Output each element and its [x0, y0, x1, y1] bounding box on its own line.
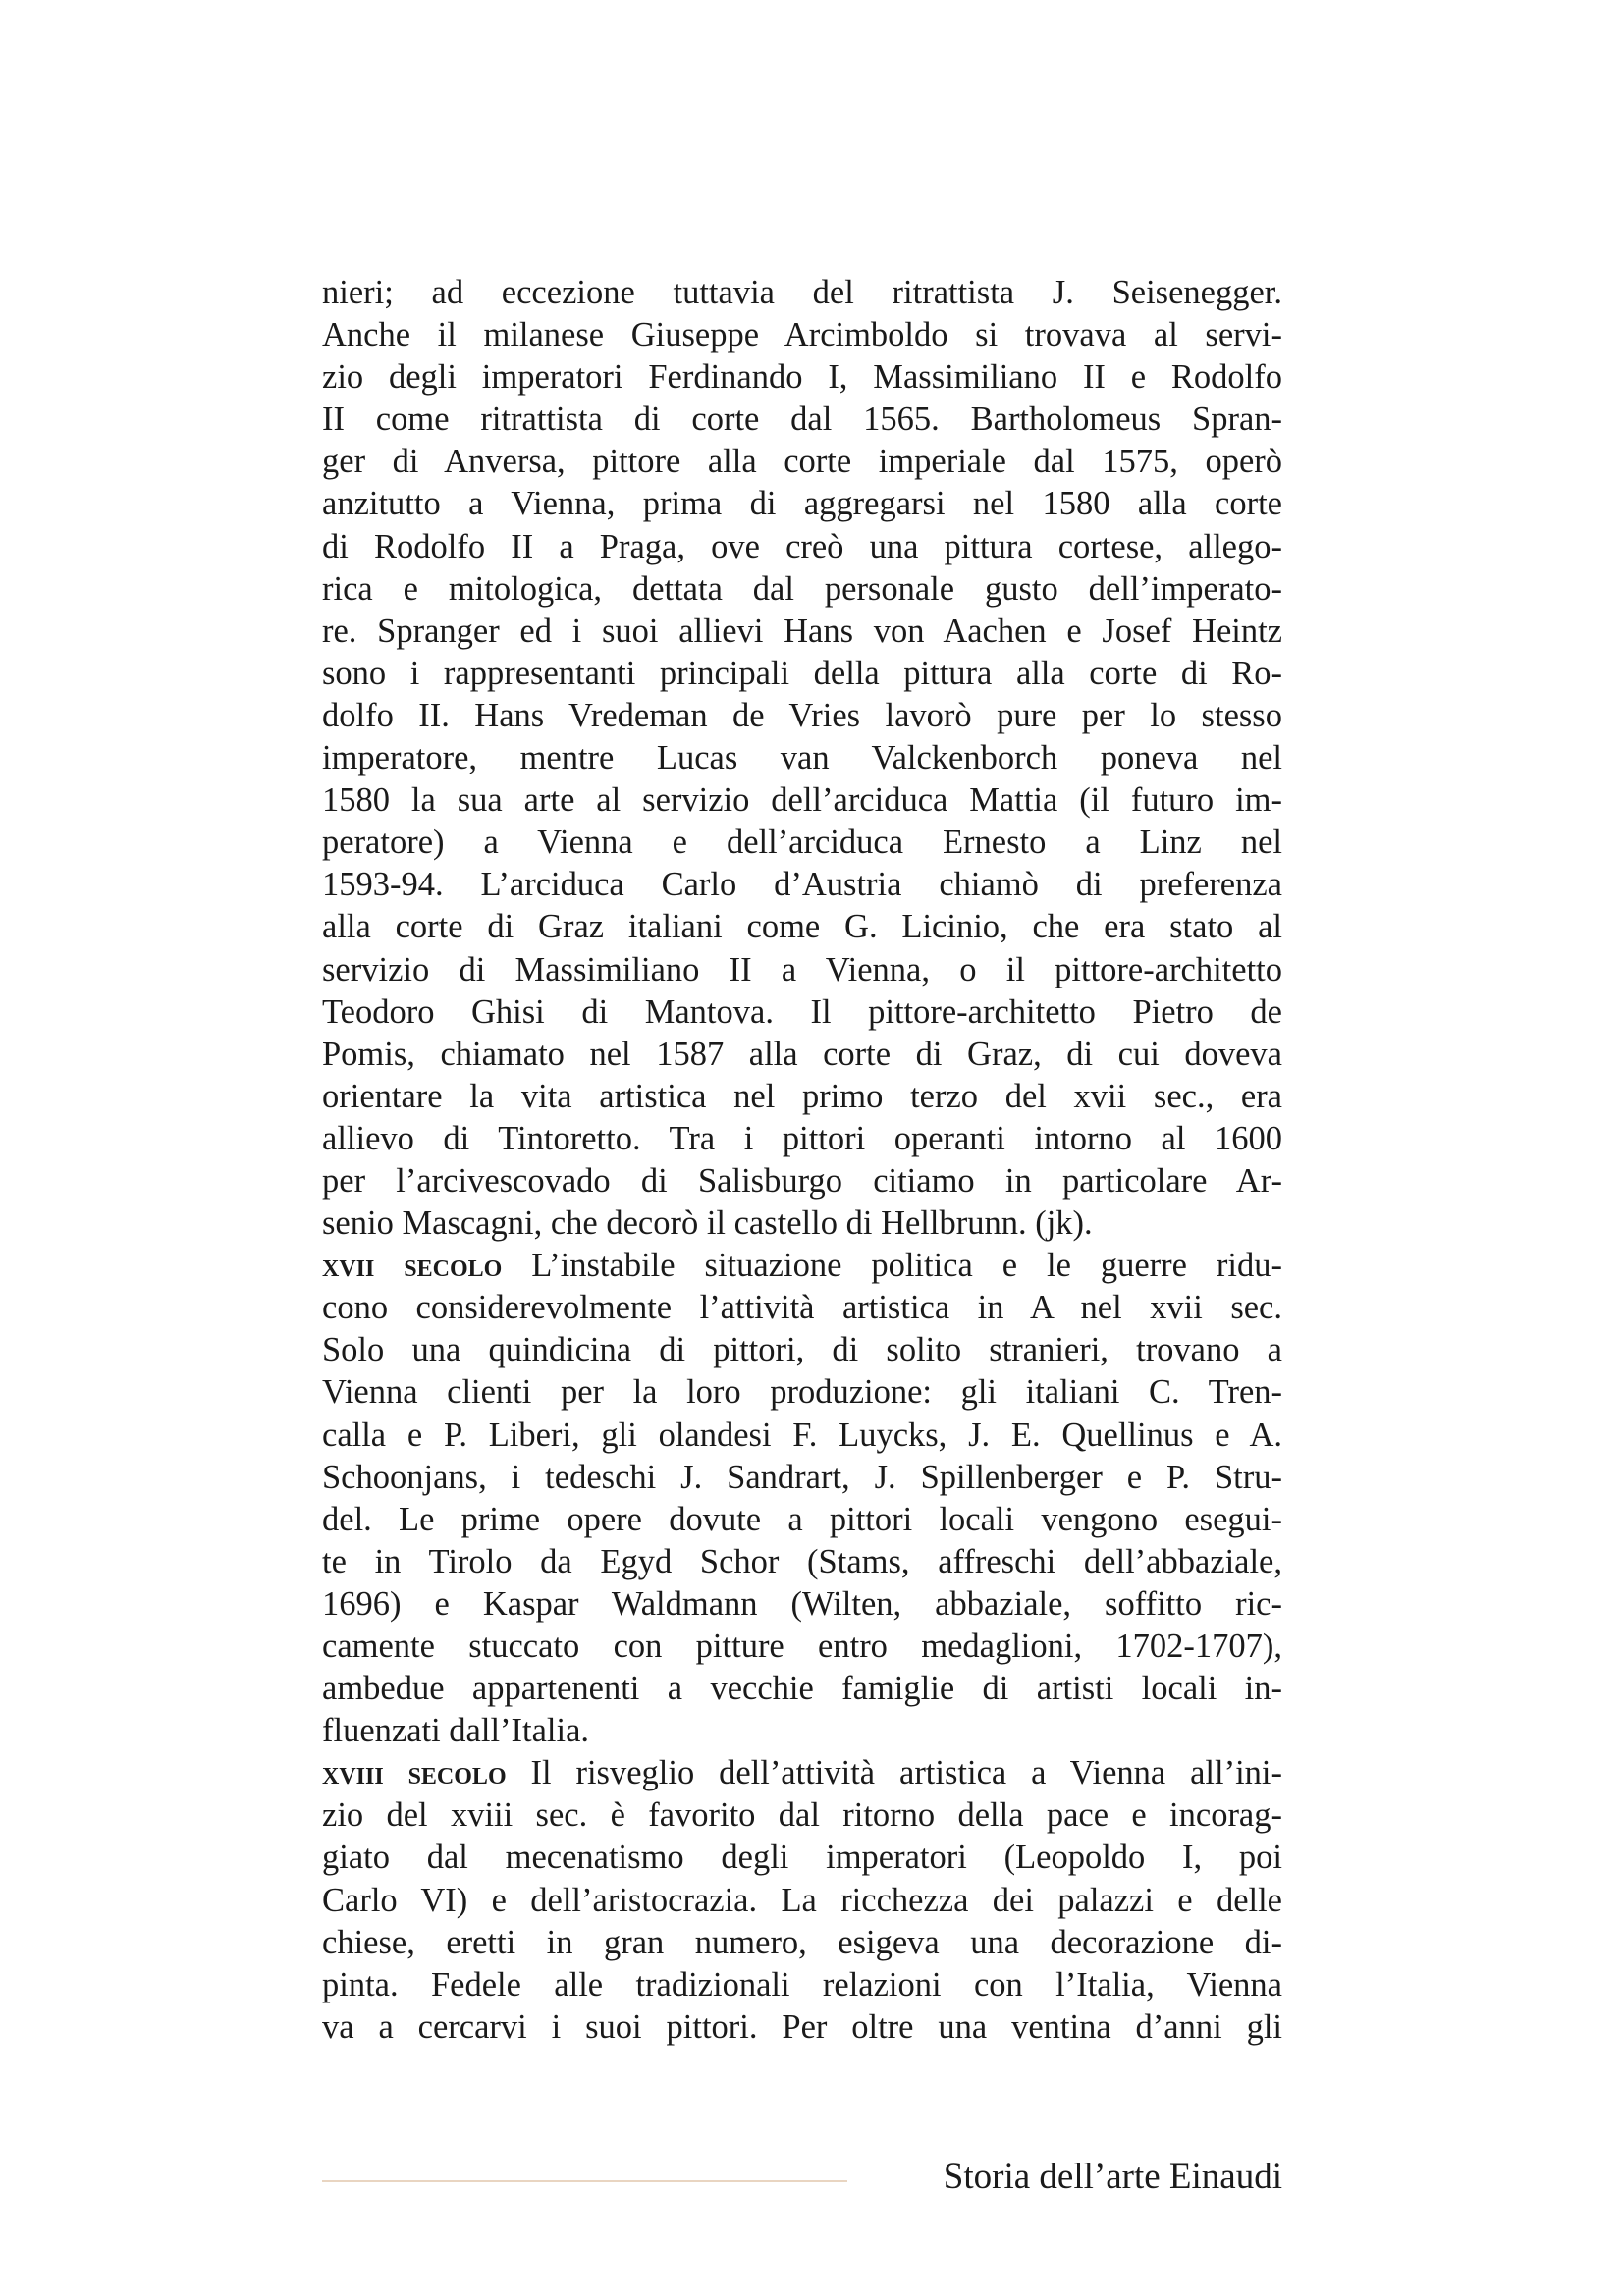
line-text: ambedue appartenenti a vecchie famiglie di artisti locali in-: [322, 1670, 1282, 1708]
line-text: pinta. Fedele alle tradizionali relazioni con l’Italia, Vienna: [322, 1965, 1282, 2003]
text-line: [322, 1287, 1282, 1329]
text-line: [322, 314, 1282, 356]
line-text: servizio di Massimiliano II a Vienna, o il pittore-architetto: [322, 950, 1282, 988]
line-text: peratore) a Vienna e dell’arciduca Ernesto a Linz nel: [322, 824, 1282, 862]
line-text: te in Tirolo da Egyd Schor (Stams, affreschi dell’abbaziale,: [322, 1542, 1282, 1580]
line-text: fluenzati dall’Italia.: [322, 1712, 590, 1750]
text-line: [322, 1922, 1282, 1964]
line-text: Carlo VI) e dell’aristocrazia. La ricchezza dei palazzi e delle: [322, 1881, 1282, 1919]
line-text: re. Spranger ed i suoi allievi Hans von Aachen e Josef Heintz: [322, 612, 1282, 650]
text-line: [322, 737, 1282, 779]
text-line: [322, 483, 1282, 525]
line-text: del. Le prime opere dovute a pittori locali vengono esegui-: [322, 1500, 1282, 1538]
text-line: [322, 1415, 1282, 1457]
line-text: 1580 la sua arte al servizio dell’arciduca Mattia (il futuro im-: [322, 781, 1282, 820]
text-line: [322, 1457, 1282, 1499]
text-line: [322, 779, 1282, 822]
text-line: [322, 1626, 1282, 1668]
text-line: [322, 356, 1282, 399]
line-text: senio Mascagni, che decorò il castello di Hellbrunn. (jk).: [322, 1204, 1093, 1243]
section-heading: xvii secolo: [322, 1247, 503, 1285]
line-text: allievo di Tintoretto. Tra i pittori operanti intorno al 1600: [322, 1119, 1282, 1157]
line-text: zio degli imperatori Ferdinando I, Massimiliano II e Rodolfo: [322, 358, 1282, 397]
text-line: [322, 1583, 1282, 1626]
text-line: [322, 1245, 1282, 1287]
line-text: Teodoro Ghisi di Mantova. Il pittore-architetto Pietro de: [322, 992, 1282, 1031]
text-line: [322, 991, 1282, 1034]
text-line: [322, 399, 1282, 441]
line-text: rica e mitologica, dettata dal personale gusto dell’imperato-: [322, 569, 1282, 608]
text-line: [322, 864, 1282, 906]
line-text: chiese, eretti in gran numero, esigeva una decorazione di-: [322, 1923, 1282, 1961]
text-line: [322, 949, 1282, 991]
line-text: L’instabile situazione politica e le guerre ridu-: [502, 1247, 1282, 1285]
footer-rule: [322, 2180, 847, 2182]
line-text: zio del xviii sec. è favorito dal ritorno della pace e incorag-: [322, 1796, 1282, 1835]
text-line: [322, 1964, 1282, 2006]
body-text: [322, 272, 1282, 2049]
line-text: di Rodolfo II a Praga, ove creò una pittura cortese, allego-: [322, 527, 1282, 565]
text-line: [322, 1329, 1282, 1371]
line-text: dolfo II. Hans Vredeman de Vries lavorò pure per lo stesso: [322, 696, 1282, 734]
text-line: [322, 1880, 1282, 1922]
line-text: cono considerevolmente l’attività artistica in A nel xvii sec.: [322, 1289, 1282, 1327]
text-line: [322, 568, 1282, 611]
line-text: anzitutto a Vienna, prima di aggregarsi nel 1580 alla corte: [322, 485, 1282, 523]
text-line: [322, 906, 1282, 948]
text-line: [322, 611, 1282, 653]
text-line: [322, 1076, 1282, 1118]
line-text: Pomis, chiamato nel 1587 alla corte di Graz, di cui doveva: [322, 1035, 1282, 1073]
line-text: calla e P. Liberi, gli olandesi F. Luycks, J. E. Quellinus e A.: [322, 1415, 1282, 1454]
text-line: [322, 822, 1282, 864]
line-text: imperatore, mentre Lucas van Valckenborch poneva nel: [322, 739, 1282, 777]
line-text: sono i rappresentanti principali della pittura alla corte di Ro-: [322, 654, 1282, 692]
line-text: per l’arcivescovado di Salisburgo citiamo in particolare Ar-: [322, 1161, 1282, 1200]
text-line: [322, 653, 1282, 695]
text-line: [322, 695, 1282, 737]
text-line: [322, 441, 1282, 483]
line-text: Anche il milanese Giuseppe Arcimboldo si trovava al servi-: [322, 316, 1282, 354]
text-line: [322, 1202, 1282, 1245]
text-line: [322, 1752, 1282, 1794]
text-line: [322, 1541, 1282, 1583]
line-text: camente stuccato con pitture entro medaglioni, 1702-1707),: [322, 1628, 1282, 1665]
footer-publisher: Storia dell’arte Einaudi: [943, 2157, 1282, 2197]
line-text: Schoonjans, i tedeschi J. Sandrart, J. Spillenberger e P. Stru-: [322, 1458, 1282, 1496]
line-text: 1593-94. L’arciduca Carlo d’Austria chiamò di preferenza: [322, 866, 1282, 904]
section-heading: xviii secolo: [322, 1754, 507, 1792]
text-line: [322, 1034, 1282, 1076]
text-line: [322, 1118, 1282, 1160]
line-text: giato dal mecenatismo degli imperatori (Leopoldo I, poi: [322, 1839, 1282, 1877]
line-text: orientare la vita artistica nel primo terzo del xvii sec., era: [322, 1077, 1282, 1115]
text-line: [322, 1794, 1282, 1837]
line-text: 1696) e Kaspar Waldmann (Wilten, abbaziale, soffitto ric-: [322, 1584, 1282, 1623]
text-line: [322, 1837, 1282, 1879]
line-text: Vienna clienti per la loro produzione: gli italiani C. Tren-: [322, 1373, 1282, 1412]
text-line: [322, 1160, 1282, 1202]
line-text: Il risveglio dell’attività artistica a Vienna all’ini-: [506, 1754, 1282, 1792]
text-line: [322, 2006, 1282, 2049]
text-line: [322, 1371, 1282, 1414]
line-text: Solo una quindicina di pittori, di solito stranieri, trovano a: [322, 1331, 1282, 1369]
text-line: [322, 272, 1282, 314]
line-text: II come ritrattista di corte dal 1565. Bartholomeus Spran-: [322, 400, 1282, 439]
line-text: alla corte di Graz italiani come G. Licinio, che era stato al: [322, 908, 1282, 946]
text-line: [322, 526, 1282, 568]
text-line: [322, 1668, 1282, 1710]
text-line: [322, 1710, 1282, 1752]
line-text: va a cercarvi i suoi pittori. Per oltre una ventina d’anni gli: [322, 2007, 1282, 2046]
line-text: ger di Anversa, pittore alla corte imperiale dal 1575, operò: [322, 443, 1282, 481]
line-text: nieri; ad eccezione tuttavia del ritrattista J. Seisenegger.: [322, 274, 1282, 311]
text-line: [322, 1499, 1282, 1541]
